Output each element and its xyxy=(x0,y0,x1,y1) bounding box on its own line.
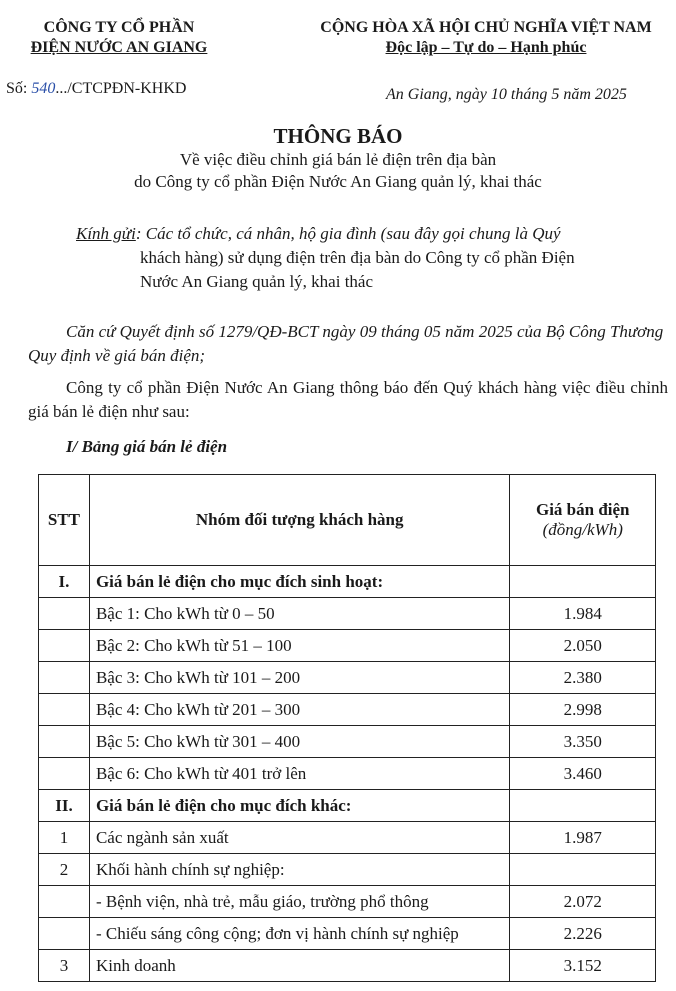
row-stt xyxy=(39,886,90,918)
row-customer-group: Bậc 4: Cho kWh từ 201 – 300 xyxy=(89,694,510,726)
row-customer-group: Giá bán lẻ điện cho mục đích khác: xyxy=(89,790,510,822)
recipient-label: Kính gửi xyxy=(76,224,136,243)
row-stt xyxy=(39,918,90,950)
table-row xyxy=(39,886,656,918)
row-customer-group: Bậc 2: Cho kWh từ 51 – 100 xyxy=(89,630,510,662)
table-row xyxy=(39,630,656,662)
row-stt xyxy=(39,598,90,630)
republic-header xyxy=(300,18,672,58)
table-row xyxy=(39,822,656,854)
row-price: 2.380 xyxy=(510,662,656,694)
header-customer-group: Nhóm đối tượng khách hàng xyxy=(89,475,510,566)
recipient-line2: khách hàng) sử dụng điện trên địa bàn do Công ty cổ phần Điện xyxy=(140,248,575,267)
row-stt: II. xyxy=(39,790,90,822)
header-price-label: Giá bán điện xyxy=(535,500,630,519)
row-price: 2.998 xyxy=(510,694,656,726)
row-price: 3.460 xyxy=(510,758,656,790)
intro-paragraph: Công ty cổ phần Điện Nước An Giang thông báo đến Quý khách hàng việc điều chỉnh giá bán lẻ điện như sau: xyxy=(28,378,668,421)
header-price xyxy=(510,475,656,566)
row-customer-group: Giá bán lẻ điện cho mục đích sinh hoạt: xyxy=(89,566,510,598)
republic-motto: Độc lập – Tự do – Hạnh phúc xyxy=(385,39,587,56)
legal-basis: Căn cứ Quyết định số 1279/QĐ-BCT ngày 09 tháng 05 năm 2025 của Bộ Công Thương Quy định về giá bán điện; xyxy=(28,322,664,365)
row-customer-group: Bậc 3: Cho kWh từ 101 – 200 xyxy=(89,662,510,694)
row-customer-group: Các ngành sản xuất xyxy=(89,822,510,854)
recipient-block xyxy=(76,222,636,294)
row-price xyxy=(510,566,656,598)
row-stt: I. xyxy=(39,566,90,598)
table-row xyxy=(39,854,656,886)
table-row xyxy=(39,758,656,790)
row-customer-group: Bậc 6: Cho kWh từ 401 trở lên xyxy=(89,758,510,790)
table-row xyxy=(39,694,656,726)
row-customer-group: Kinh doanh xyxy=(89,950,510,982)
row-price xyxy=(510,854,656,886)
table-row xyxy=(39,662,656,694)
doc-number-suffix: .../CTCPĐN-KHKD xyxy=(55,80,187,97)
notice-subtitle-line2: do Công ty cổ phần Điện Nước An Giang quản lý, khai thác xyxy=(134,172,542,191)
row-price: 3.152 xyxy=(510,950,656,982)
row-price: 2.050 xyxy=(510,630,656,662)
row-price xyxy=(510,790,656,822)
table-row xyxy=(39,726,656,758)
company-name-line2: ĐIỆN NƯỚC AN GIANG xyxy=(30,39,208,56)
row-price: 3.350 xyxy=(510,726,656,758)
price-table xyxy=(38,474,656,982)
company-name-line1: CÔNG TY CỔ PHẦN xyxy=(43,19,195,36)
company-header xyxy=(4,18,234,58)
table-row xyxy=(39,566,656,598)
row-stt xyxy=(39,758,90,790)
table-header-row xyxy=(39,475,656,566)
header-stt: STT xyxy=(39,475,90,566)
recipient-line3: Nước An Giang quản lý, khai thác xyxy=(140,272,374,291)
row-customer-group: - Bệnh viện, nhà trẻ, mẫu giáo, trường phổ thông xyxy=(89,886,510,918)
table-row xyxy=(39,790,656,822)
row-customer-group: Khối hành chính sự nghiệp: xyxy=(89,854,510,886)
table-body xyxy=(39,566,656,982)
row-stt: 3 xyxy=(39,950,90,982)
document-date: An Giang, ngày 10 tháng 5 năm 2025 xyxy=(386,86,627,103)
document-number xyxy=(6,80,186,98)
row-stt xyxy=(39,726,90,758)
row-stt xyxy=(39,630,90,662)
row-stt: 1 xyxy=(39,822,90,854)
row-customer-group: Bậc 5: Cho kWh từ 301 – 400 xyxy=(89,726,510,758)
row-customer-group: - Chiếu sáng công cộng; đơn vị hành chính sự nghiệp xyxy=(89,918,510,950)
row-stt xyxy=(39,662,90,694)
doc-number-handwritten: 540 xyxy=(31,80,56,97)
notice-title: THÔNG BÁO xyxy=(273,124,403,148)
row-price: 1.984 xyxy=(510,598,656,630)
row-price: 2.226 xyxy=(510,918,656,950)
table-row xyxy=(39,950,656,982)
row-price: 2.072 xyxy=(510,886,656,918)
section-heading: I/ Bảng giá bán lẻ điện xyxy=(66,437,228,456)
table-row xyxy=(39,598,656,630)
header-price-unit: (đồng/kWh) xyxy=(542,520,623,539)
row-customer-group: Bậc 1: Cho kWh từ 0 – 50 xyxy=(89,598,510,630)
row-stt: 2 xyxy=(39,854,90,886)
recipient-line1: : Các tổ chức, cá nhân, hộ gia đình (sau đây gọi chung là Quý xyxy=(135,224,561,243)
row-price: 1.987 xyxy=(510,822,656,854)
notice-subtitle-line1: Về việc điều chỉnh giá bán lẻ điện trên địa bàn xyxy=(179,150,497,169)
row-stt xyxy=(39,694,90,726)
doc-number-prefix: Số: xyxy=(6,80,32,97)
republic-name: CỘNG HÒA XÃ HỘI CHỦ NGHĨA VIỆT NAM xyxy=(320,19,652,36)
table-row xyxy=(39,918,656,950)
